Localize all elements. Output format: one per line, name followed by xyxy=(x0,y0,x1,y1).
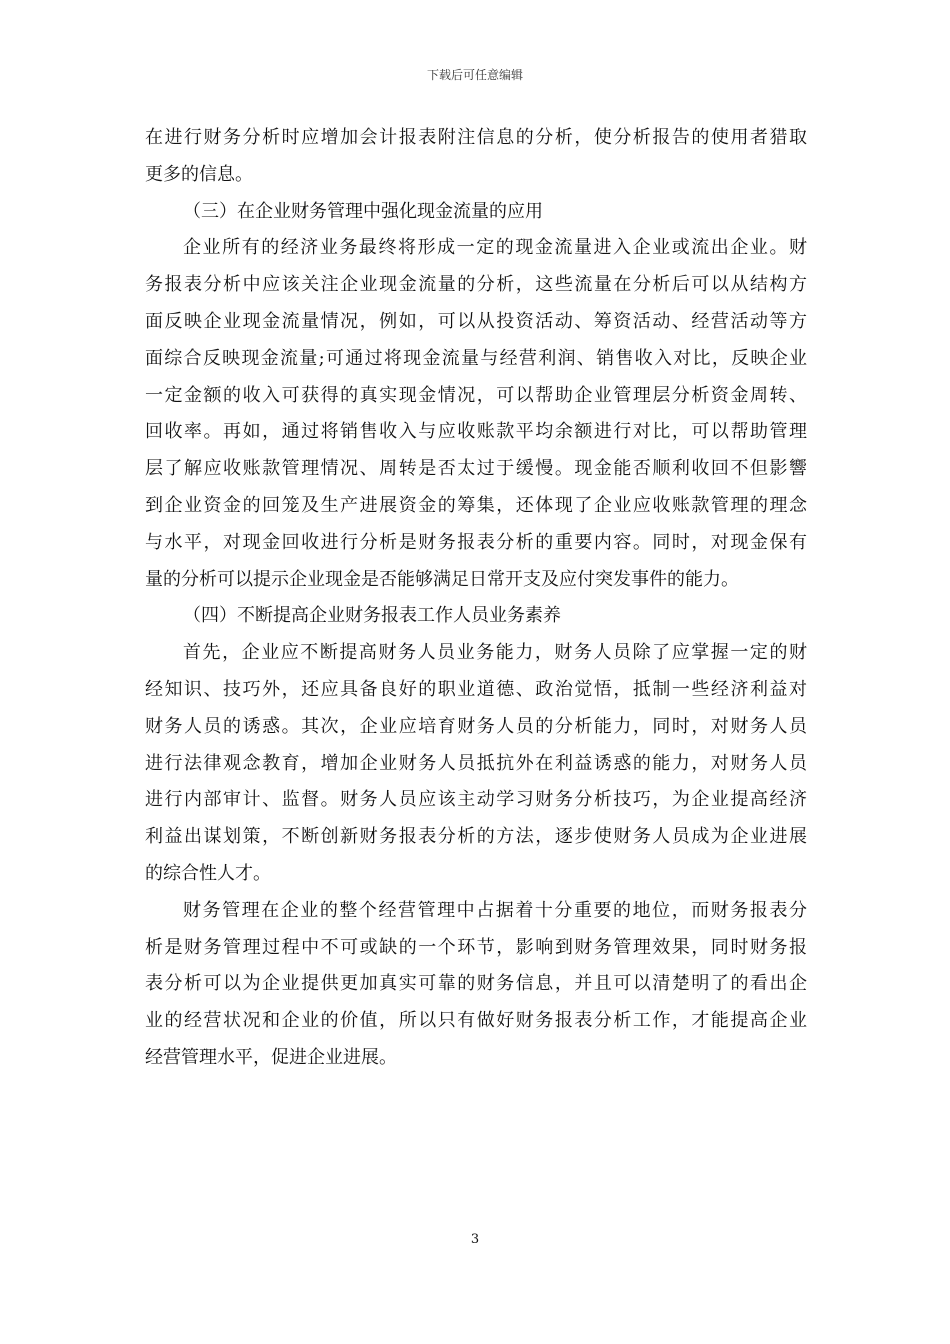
text-line: 利益出谋划策，不断创新财务报表分析的方法，逐步使财务人员成为企业进展 xyxy=(145,826,807,848)
text-line: 到企业资金的回笼及生产进展资金的筹集，还体现了企业应收账款管理的理念 xyxy=(145,494,807,516)
text-line: 析是财务管理过程中不可或缺的一个环节，影响到财务管理效果，同时财务报 xyxy=(145,936,807,958)
page-number: 3 xyxy=(470,1232,480,1247)
document-body xyxy=(145,120,807,1077)
text-line: 与水平，对现金回收进行分析是财务报表分析的重要内容。同时，对现金保有 xyxy=(145,531,807,553)
text-line: 财务人员的诱惑。其次，企业应培育财务人员的分析能力，同时，对财务人员 xyxy=(145,715,807,737)
text-line: 面反映企业现金流量情况，例如，可以从投资活动、筹资活动、经营活动等方 xyxy=(145,310,807,332)
text-line: 经营管理水平，促进企业进展。 xyxy=(145,1046,397,1068)
section-heading: （四）不断提高企业财务报表工作人员业务素养 xyxy=(183,605,561,627)
text-line: 进行内部审计、监督。财务人员应该主动学习财务分析技巧，为企业提高经济 xyxy=(145,789,807,811)
text-line: 层了解应收账款管理情况、周转是否太过于缓慢。现金能否顺利收回不但影響 xyxy=(145,458,807,480)
text-line: 进行法律观念教育，增加企业财务人员抵抗外在利益诱惑的能力，对财务人员 xyxy=(145,752,807,774)
text-line: 回收率。再如，通过将销售收入与应收账款平均余额进行对比，可以帮助管理 xyxy=(145,421,807,443)
text-line: 在进行财务分析时应增加会计报表附注信息的分析，使分析报告的使用者猎取 xyxy=(145,127,807,148)
text-line: 务报表分析中应该关注企业现金流量的分析，这些流量在分析后可以从结构方 xyxy=(145,274,807,296)
text-line: 业的经营状况和企业的价值，所以只有做好财务报表分析工作，才能提高企业 xyxy=(145,1010,807,1032)
text-line: 企业所有的经济业务最终将形成一定的现金流量进入企业或流出企业。财 xyxy=(183,237,807,259)
text-line: 更多的信息。 xyxy=(145,163,253,185)
text-line: 首先，企业应不断提高财务人员业务能力，财务人员除了应掌握一定的财 xyxy=(183,642,807,664)
text-line: 面综合反映现金流量;可通过将现金流量与经营利润、销售收入对比，反映企业 xyxy=(145,347,807,369)
page-header: 下载后可任意编辑 xyxy=(426,68,523,82)
text-line: 财务管理在企业的整个经营管理中占据着十分重要的地位，而财务报表分 xyxy=(183,899,807,921)
section-heading: （三）在企业财务管理中强化现金流量的应用 xyxy=(183,200,543,222)
text-line: 表分析可以为企业提供更加真实可靠的财务信息，并且可以清楚明了的看出企 xyxy=(145,973,807,995)
text-line: 的综合性人才。 xyxy=(145,862,271,884)
text-line: 一定金额的收入可获得的真实现金情况，可以帮助企业管理层分析资金周转、 xyxy=(145,384,807,406)
text-line: 经知识、技巧外，还应具备良好的职业道德、政治觉悟，抵制一些经济利益对 xyxy=(145,678,807,700)
text-line: 量的分析可以提示企业现金是否能够满足日常开支及应付突发事件的能力。 xyxy=(145,568,739,590)
